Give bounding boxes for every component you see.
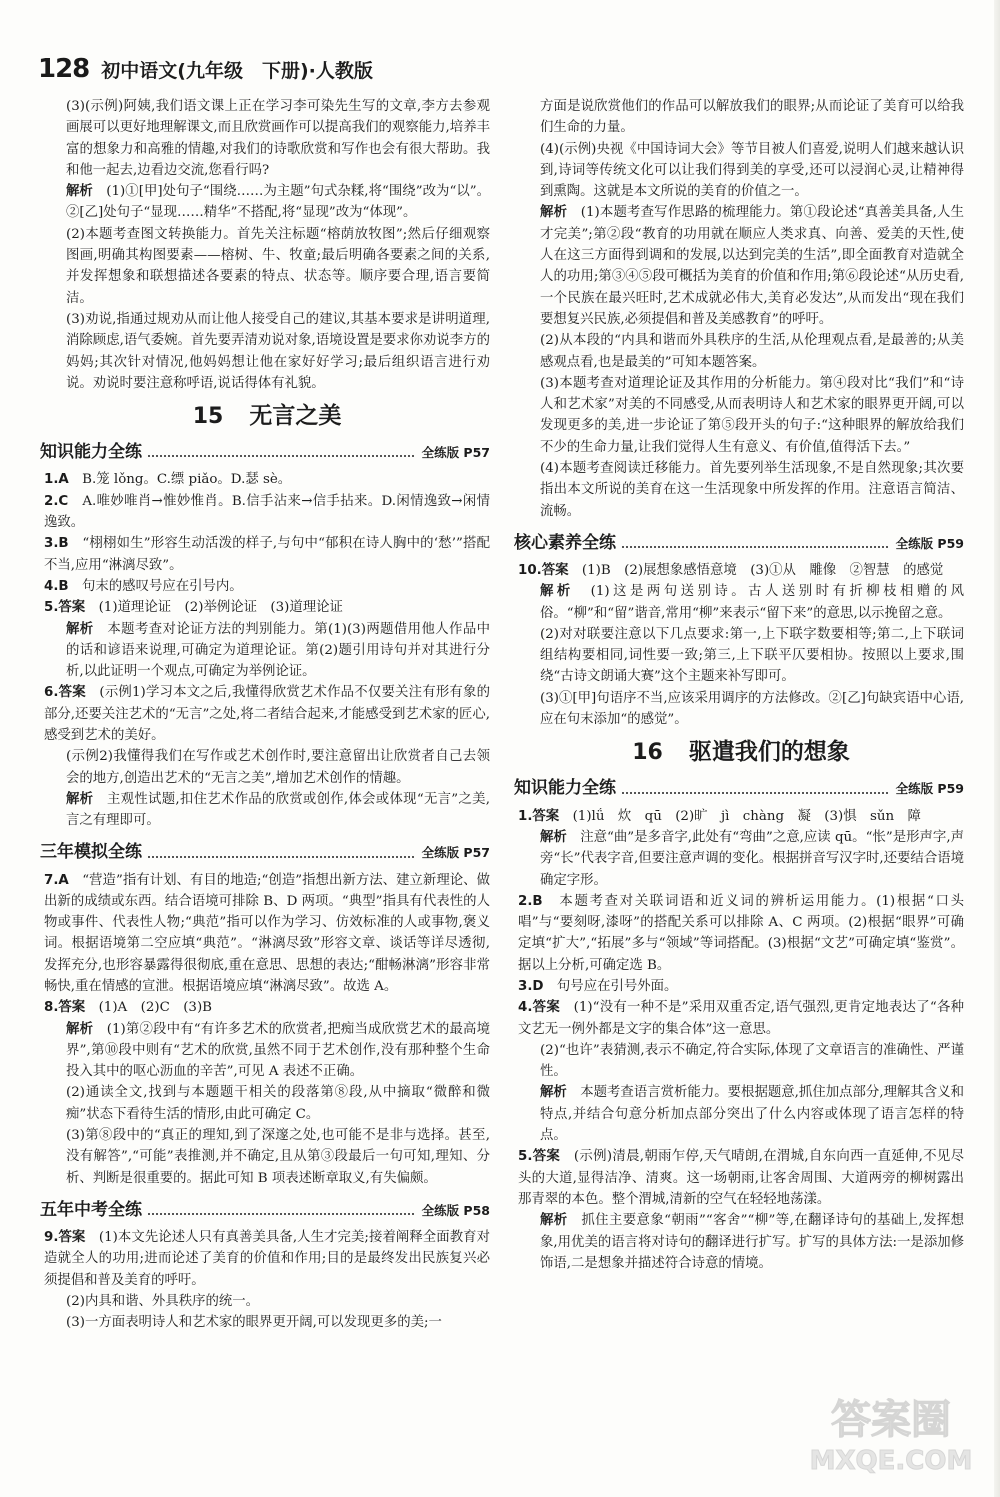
lesson-name: 驱遣我们的想象 xyxy=(688,739,850,766)
text-paragraph xyxy=(44,1125,490,1189)
paragraph-text: (1)本题考查写作思路的梳理能力。第①段论述“真善美具备,人生才完美”;第②段“教育的功用就在顺应人类求真、向善、爱美的天性,使人在这三方面得到调和的发展,以达到完美的生活”,即全面教育对造就全人的功用;第③④⑤段可概括为美育的价值和作用;第⑥段论述“从历史看,一个民族在最兴旺时,艺术成就必伟大,美育必发达”,从而发出“现在我们要想复兴民族,必须提倡和普及美感教育”的呼吁。 xyxy=(540,205,965,327)
paragraph-text: (1)道理论证 (2)举例论证 (3)道理论证 xyxy=(98,600,343,616)
paragraph-text: (1)第②段中有“有许多艺术的欣赏者,把痴当成欣赏艺术的最高境界”,第⑩段中则有“艺术的欣赏,虽然不同于艺术创作,没有那种整个生命投入其中的呕心沥血的辛苦”,可见 A 表述不正确。 xyxy=(66,1021,491,1080)
page-number: 128 xyxy=(38,54,90,84)
answer-item xyxy=(44,597,490,618)
paragraph-text: (4)本题考查阅读迁移能力。首先要列举生活现象,不是自然现象;其次要指出本文所说的美育在这一生活现象中所发挥的作用。注意语言简洁、流畅。 xyxy=(540,461,964,519)
paragraph-text: (示例1)学习本文之后,我懂得欣赏艺术作品不仅要关注有形有象的部分,还要关注艺术的“无言”之处,将二者结合起来,才能感受到艺术家的匠心,感受到艺术的美好。 xyxy=(44,685,490,744)
question-number: 1.A xyxy=(44,472,69,488)
text-paragraph xyxy=(44,96,490,181)
analysis-label: 解析 xyxy=(66,621,94,637)
paragraph-text: 方面是说欣赏他们的作品可以解放我们的眼界;从而论证了美育可以给我们生命的力量。 xyxy=(540,99,964,136)
paragraph-text: “栩栩如生”形容生动活泼的样子,与句中“郁积在诗人胸中的‘愁’”搭配不当,应用“淋漓尽致”。 xyxy=(44,536,490,573)
answer-item xyxy=(518,560,964,581)
paragraph-text: (1)本文先论述人只有真善美具备,人生才完美;接着阐释全面教育对造就全人的功用;进而论述了美育的价值和作用;目的是最终发出民族复兴必须提倡和普及美育的呼吁。 xyxy=(44,1229,491,1288)
paragraph-text: (1)B (2)展想象感悟意境 (3)①从 雕像 ②智慧 的感觉 xyxy=(581,562,944,578)
paragraph-text: (2)对对联要注意以下几点要求:第一,上下联字数要相等;第二,上下联词组结构要相同,词性要一致;第三,上下联平仄要相协。按照以上要求,围绕“古诗文朗诵大赛”这个主题来补写即可。 xyxy=(540,626,964,685)
paragraph-text: B.笼 lǒng。C.缥 piǎo。D.瑟 sè。 xyxy=(82,472,292,488)
text-paragraph xyxy=(518,688,964,731)
analysis-label: 解析 xyxy=(540,829,567,845)
analysis-label: 解析 xyxy=(540,205,568,221)
analysis-paragraph xyxy=(44,1019,490,1083)
analysis-paragraph xyxy=(518,1082,964,1146)
paragraph-text: 句号应在引号外面。 xyxy=(556,978,678,994)
paragraph-text: (3)本题考查对道理论证及其作用的分析能力。第④段对比“我们”和“诗人和艺术家”对美的不同感受,从而表明诗人和艺术家的眼界更开阔,可以发现更多的美,进一步论证了第⑤段开头的句子:“这种眼界的解放给我们不少的生命力量,让我们觉得人生有意义、有价值,值得活下去。” xyxy=(540,375,964,455)
answer-item xyxy=(44,682,490,746)
book-title: 初中语文(九年级 下册)·人教版 xyxy=(101,59,373,82)
analysis-label: 解析 xyxy=(540,584,574,600)
question-number: 3.B xyxy=(44,536,69,552)
section-heading xyxy=(514,774,964,800)
left-column xyxy=(40,96,491,1333)
lesson-name: 无言之美 xyxy=(249,403,342,430)
answer-item xyxy=(44,469,490,490)
analysis-paragraph xyxy=(44,789,490,832)
page-header xyxy=(38,52,373,86)
lesson-number: 16 xyxy=(632,740,663,766)
answer-item xyxy=(44,997,490,1018)
answer-item xyxy=(518,1146,964,1210)
paragraph-text: 本题考查对论证方法的判别能力。第(1)(3)两题借用他人作品中的话和谚语来说理,可确定为道理论证。第(2)题引用诗句并对其进行分析,以此证明一个观点,可确定为举例论证。 xyxy=(66,621,491,680)
question-number: 6.答案 xyxy=(44,685,86,701)
paragraph-text: (2)本题考查图文转换能力。首先关注标题“榕荫放牧图”;然后仔细观察图画,明确其构图要素——榕树、牛、牧童;最后明确各要素之间的关系,并发挥想象和联想描述各要素的特点、状态等。顺序要合理,语言要简洁。 xyxy=(66,226,490,306)
question-number: 9.答案 xyxy=(44,1229,86,1245)
section-heading xyxy=(40,838,490,864)
watermark-logo xyxy=(796,1381,986,1477)
text-paragraph xyxy=(518,139,964,203)
question-number: 1.答案 xyxy=(518,808,560,824)
section-name: 核心素养全练 xyxy=(514,532,616,553)
paragraph-text: (示例)清晨,朝雨乍停,天气晴朗,在渭城,自东向西一直延伸,不见尽头的大道,显得洁净、清爽。这一场朝雨,让客舍周围、大道两旁的柳树露出那青翠的本色。整个渭城,清新的空气在轻轻地荡漾。 xyxy=(518,1149,965,1207)
paragraph-text: 抓住主要意象“朝雨”“客舍”“柳”等,在翻译诗句的基础上,发挥想象,用优美的语言将对诗句的翻译进行扩写。扩写的具体方法:一是添加修饰语,二是想象并描述符合诗意的情境。 xyxy=(540,1213,965,1271)
paragraph-text: A.唯妙唯肖→惟妙惟肖。B.信手沾来→信手拈来。D.闲情逸致→闲情逸致。 xyxy=(44,493,490,531)
lesson-number: 15 xyxy=(192,404,224,430)
analysis-paragraph xyxy=(44,619,490,683)
lesson-title xyxy=(44,403,490,430)
section-name: 五年中考全练 xyxy=(40,1199,142,1220)
section-name: 知识能力全练 xyxy=(40,442,142,463)
paragraph-text: (2)“也许”表猜测,表示不确定,符合实际,体现了文章语言的准确性、严谨性。 xyxy=(540,1042,964,1080)
paragraph-text: 本题考查对关联词语和近义词的辨析运用能力。(1)根据“口头唱”与“要刻呀,漆呀”的搭配关系可以排除 A、C 两项。(2)根据“眼界”可确定填“扩大”,“拓展”多与“领域”等词搭配。(3)根据“文艺”可确定填“鉴赏”。据以上分析,可确定选 B。 xyxy=(518,893,965,973)
question-number: 7.A xyxy=(44,872,69,888)
paragraph-text: 句末的感叹号应在引号内。 xyxy=(82,578,243,594)
question-number: 4.答案 xyxy=(518,1000,560,1016)
paragraph-text: (1)①[甲]处句子“围绕……为主题”句式杂糅,将“围绕”改为“以”。②[乙]处句子“显现……精华”不搭配,将“显现”改为“体现”。 xyxy=(66,184,491,221)
section-page-ref: 全练版 P58 xyxy=(421,1202,490,1218)
section-heading xyxy=(40,437,490,463)
dotted-leader xyxy=(148,1213,414,1215)
text-paragraph xyxy=(44,309,490,394)
text-paragraph xyxy=(44,1082,490,1125)
section-heading xyxy=(514,528,964,554)
section-name: 知识能力全练 xyxy=(514,778,616,799)
answer-item xyxy=(518,997,964,1040)
paragraph-text: (2)从本段的“内具和谐而外具秩序的生活,从伦理观点看,是最善的;从美感观点看,也是最美的”可知本题答案。 xyxy=(540,333,964,370)
section-page-ref: 全练版 P57 xyxy=(421,445,490,461)
answer-item xyxy=(518,976,964,997)
text-paragraph xyxy=(518,373,964,458)
analysis-paragraph xyxy=(44,181,490,224)
text-paragraph xyxy=(518,458,964,522)
text-paragraph xyxy=(44,746,490,789)
paragraph-text: 主观性试题,扣住艺术作品的欣赏或创作,体会或体现“无言”之美,言之有理即可。 xyxy=(66,791,490,829)
paragraph-text: (1)“没有一种不是”采用双重否定,语气强烈,更肯定地表达了“各种文艺无一例外都是文字的集合体”这一意思。 xyxy=(518,1000,965,1037)
paragraph-text: (1)这是两句送别诗。古人送别时有折柳枝相赠的风俗。“柳”和“留”谐音,常用“柳”来表示“留下来”的意思,以示挽留之意。 xyxy=(540,584,965,621)
analysis-label: 解析 xyxy=(66,791,94,807)
scan-edge xyxy=(994,0,1000,1497)
analysis-label: 解析 xyxy=(540,1085,567,1101)
analysis-paragraph xyxy=(518,827,964,891)
paragraph-text: (4)(示例)央视《中国诗词大会》等节目被人们喜爱,说明人们越来越认识到,诗词等传统文化可以让我们得到美的享受,还可以浸润心灵,让精神得到熏陶。这就是本文所说的美育的价值之一。 xyxy=(540,141,964,200)
watermark-line2: MXQE.COM xyxy=(809,1446,973,1476)
analysis-label: 解析 xyxy=(66,1021,94,1037)
question-number: 2.B xyxy=(518,893,543,909)
text-paragraph xyxy=(518,1040,964,1083)
text-paragraph xyxy=(44,224,490,309)
paragraph-text: (3)第⑧段中的“真正的理知,到了深邃之处,也可能不是非与选择。甚至,没有解答”,“可能”表推测,并不确定,且从第③段最后一句可知,理知、分析、判断是很重要的。据此可知 B 项表述断章取义,有失偏颇。 xyxy=(66,1128,490,1186)
lesson-title xyxy=(518,739,964,766)
question-number: 10.答案 xyxy=(518,562,569,578)
answer-item xyxy=(44,870,490,998)
dotted-leader xyxy=(622,792,888,794)
paragraph-text: (1)lǘ 炊 qū (2)旷 jì chàng 凝 (3)惧 sǔn 障 xyxy=(572,808,921,824)
analysis-paragraph xyxy=(518,1210,964,1274)
right-column xyxy=(514,96,965,1274)
text-paragraph xyxy=(44,1291,490,1312)
dotted-leader xyxy=(148,455,414,457)
section-name: 三年模拟全练 xyxy=(40,842,142,863)
section-page-ref: 全练版 P59 xyxy=(895,781,964,797)
section-page-ref: 全练版 P57 xyxy=(421,845,490,861)
paragraph-text: “营造”指有计划、有目的地造;“创造”指想出新方法、建立新理论、做出新的成绩或东西。结合语境可排除 B、D 两项。“典型”指具有代表性的人物或事件、代表性人物;“典范”指可以作为学习、仿效标准的人或事物,褒义词。根据语境第二空应填“典范”。“淋漓尽致”形容文章、谈话等详尽透彻,发挥充分,也形容暴露得很彻底,重在意思、思想的表达;“酣畅淋漓”形容非常畅快,重在情感的宣泄。根据语境应填“淋漓尽致”。故选 A。 xyxy=(44,872,490,994)
paragraph-text: (2)通读全文,找到与本题题干相关的段落第⑧段,从中摘取“微醉和微痴”状态下看待生活的情形,由此可确定 C。 xyxy=(66,1085,490,1122)
question-number: 3.D xyxy=(518,978,544,994)
question-number: 5.答案 xyxy=(44,600,86,616)
paragraph-text: (3)①[甲]句语序不当,应该采用调序的方法修改。②[乙]句缺宾语中心语,应在句末添加“的感觉”。 xyxy=(540,690,964,728)
analysis-label: 解析 xyxy=(66,184,93,200)
analysis-paragraph xyxy=(518,581,964,624)
question-number: 8.答案 xyxy=(44,1000,86,1016)
question-number: 4.B xyxy=(44,578,69,594)
watermark-line1: 答案圈 xyxy=(831,1397,951,1443)
section-heading xyxy=(40,1195,490,1221)
text-paragraph xyxy=(518,96,964,139)
paragraph-text: (3)一方面表明诗人和艺术家的眼界更开阔,可以发现更多的美;一 xyxy=(66,1315,442,1331)
dotted-leader xyxy=(148,856,414,858)
section-page-ref: 全练版 P59 xyxy=(895,535,964,551)
text-paragraph xyxy=(44,1312,490,1333)
answer-item xyxy=(518,806,964,827)
analysis-label: 解析 xyxy=(540,1213,568,1229)
question-number: 2.C xyxy=(44,493,69,509)
analysis-paragraph xyxy=(518,202,964,330)
question-number: 5.答案 xyxy=(518,1149,561,1165)
dotted-leader xyxy=(622,546,888,548)
paragraph-text: (示例2)我懂得我们在写作或艺术创作时,要注意留出让欣赏者自己去领会的地方,创造出艺术的“无言之美”,增加艺术创作的情趣。 xyxy=(66,749,490,786)
answer-item xyxy=(44,576,490,597)
answer-item xyxy=(518,891,964,976)
paragraph-text: (1)A (2)C (3)B xyxy=(98,1000,213,1016)
paragraph-text: (2)内具和谐、外具秩序的统一。 xyxy=(66,1293,260,1309)
paragraph-text: (3)劝说,指通过规劝从而让他人接受自己的建议,其基本要求是讲明道理,消除顾虑,语气委婉。首先要弄清劝说对象,语境设置是要求你劝说李方的妈妈;其次针对情况,他妈妈想让他在家好好学习;最后组织语言进行劝说。劝说时要注意称呼语,说话得体有礼貌。 xyxy=(66,311,490,391)
text-paragraph xyxy=(518,330,964,373)
paragraph-text: 注意“曲”是多音字,此处有“弯曲”之意,应读 qū。“怅”是形声字,声旁“长”代表字音,但要注意声调的变化。根据拼音写汉字时,还要结合语境确定字形。 xyxy=(540,829,964,888)
paragraph-text: 本题考查语言赏析能力。要根据题意,抓住加点部分,理解其含义和特点,并结合句意分析加点部分突出了什么内容或体现了语言怎样的特点。 xyxy=(540,1085,965,1144)
paragraph-text: (3)(示例)阿姨,我们语文课上正在学习李可染先生写的文章,李方去参观画展可以更好地理解课文,而且欣赏画作可以提高我们的观察能力,培养丰富的想象力和高雅的情趣,对我们的诗歌欣赏和写作也会有很大帮助。我和他一起去,边看边交流,您看行吗? xyxy=(66,99,490,178)
answer-item xyxy=(44,1227,490,1291)
answer-item xyxy=(44,491,490,534)
text-paragraph xyxy=(518,624,964,688)
answer-item xyxy=(44,533,490,576)
